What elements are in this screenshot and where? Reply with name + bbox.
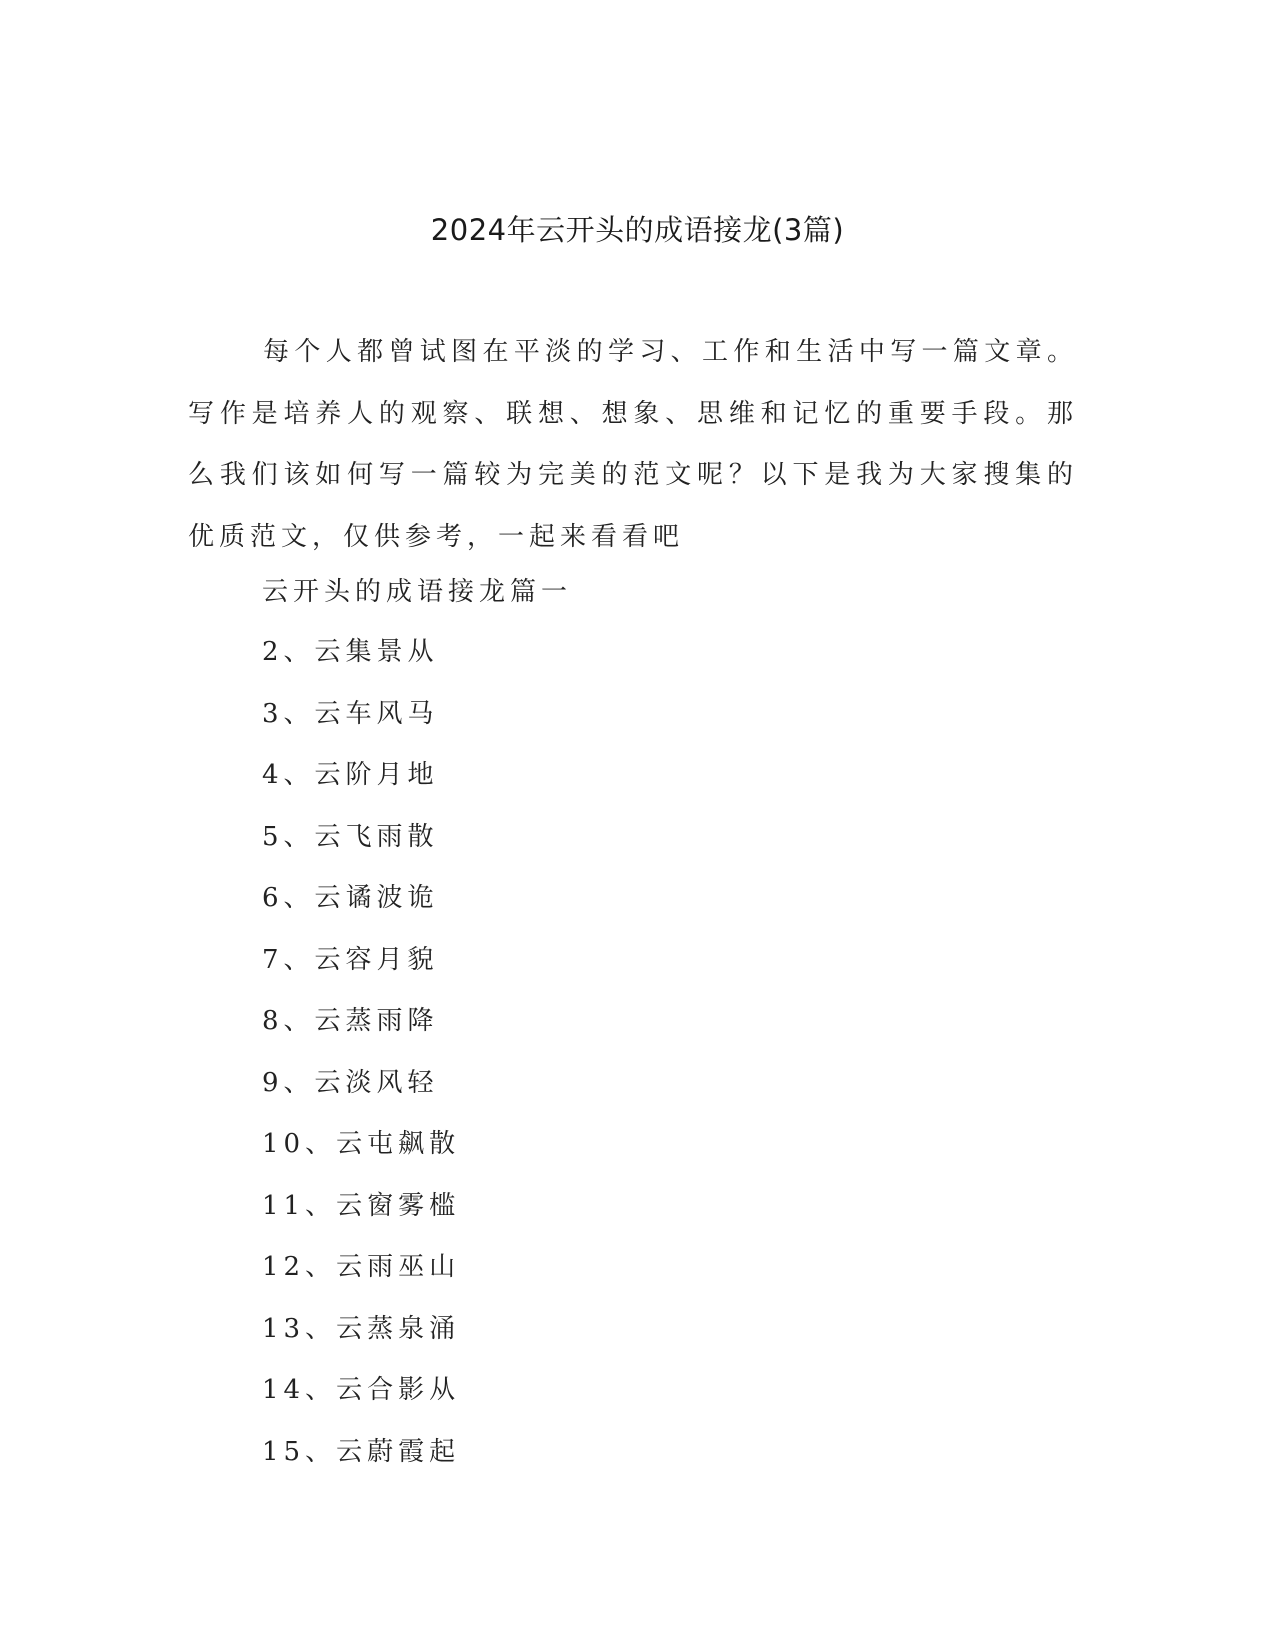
list-item: 10、云屯飙散	[262, 1129, 461, 1159]
list-item: 15、云蔚霞起	[262, 1436, 461, 1467]
document-title: 2024年云开头的成语接龙(3篇)	[430, 213, 845, 247]
list-item: 4、云阶月地	[262, 760, 439, 790]
section-heading: 云开头的成语接龙篇一	[262, 577, 573, 607]
list-item: 5、云飞雨散	[262, 821, 439, 852]
list-item: 14、云合影从	[262, 1375, 461, 1405]
list-item: 13、云蒸泉涌	[262, 1313, 461, 1344]
list-item: 11、云窗雾槛	[262, 1190, 461, 1221]
list-item: 8、云蒸雨降	[262, 1006, 439, 1036]
list-item: 9、云淡风轻	[262, 1067, 439, 1098]
list-item: 6、云谲波诡	[262, 883, 439, 913]
idiom-list	[262, 632, 460, 1493]
intro-paragraph: 每个人都曾试图在平淡的学习、工作和生活中写一篇文章。写作是培养人的观察、联想、想象、思维和记忆的重要手段。那么我们该如何写一篇较为完美的范文呢？以下是我为大家搜集的优质范文，仅供参考，一起来看看吧	[188, 337, 1078, 552]
list-item: 12、云雨巫山	[262, 1252, 461, 1282]
list-item: 2、云集景从	[262, 637, 439, 667]
list-item: 3、云车风马	[262, 698, 439, 729]
list-item: 7、云容月貌	[262, 944, 439, 975]
